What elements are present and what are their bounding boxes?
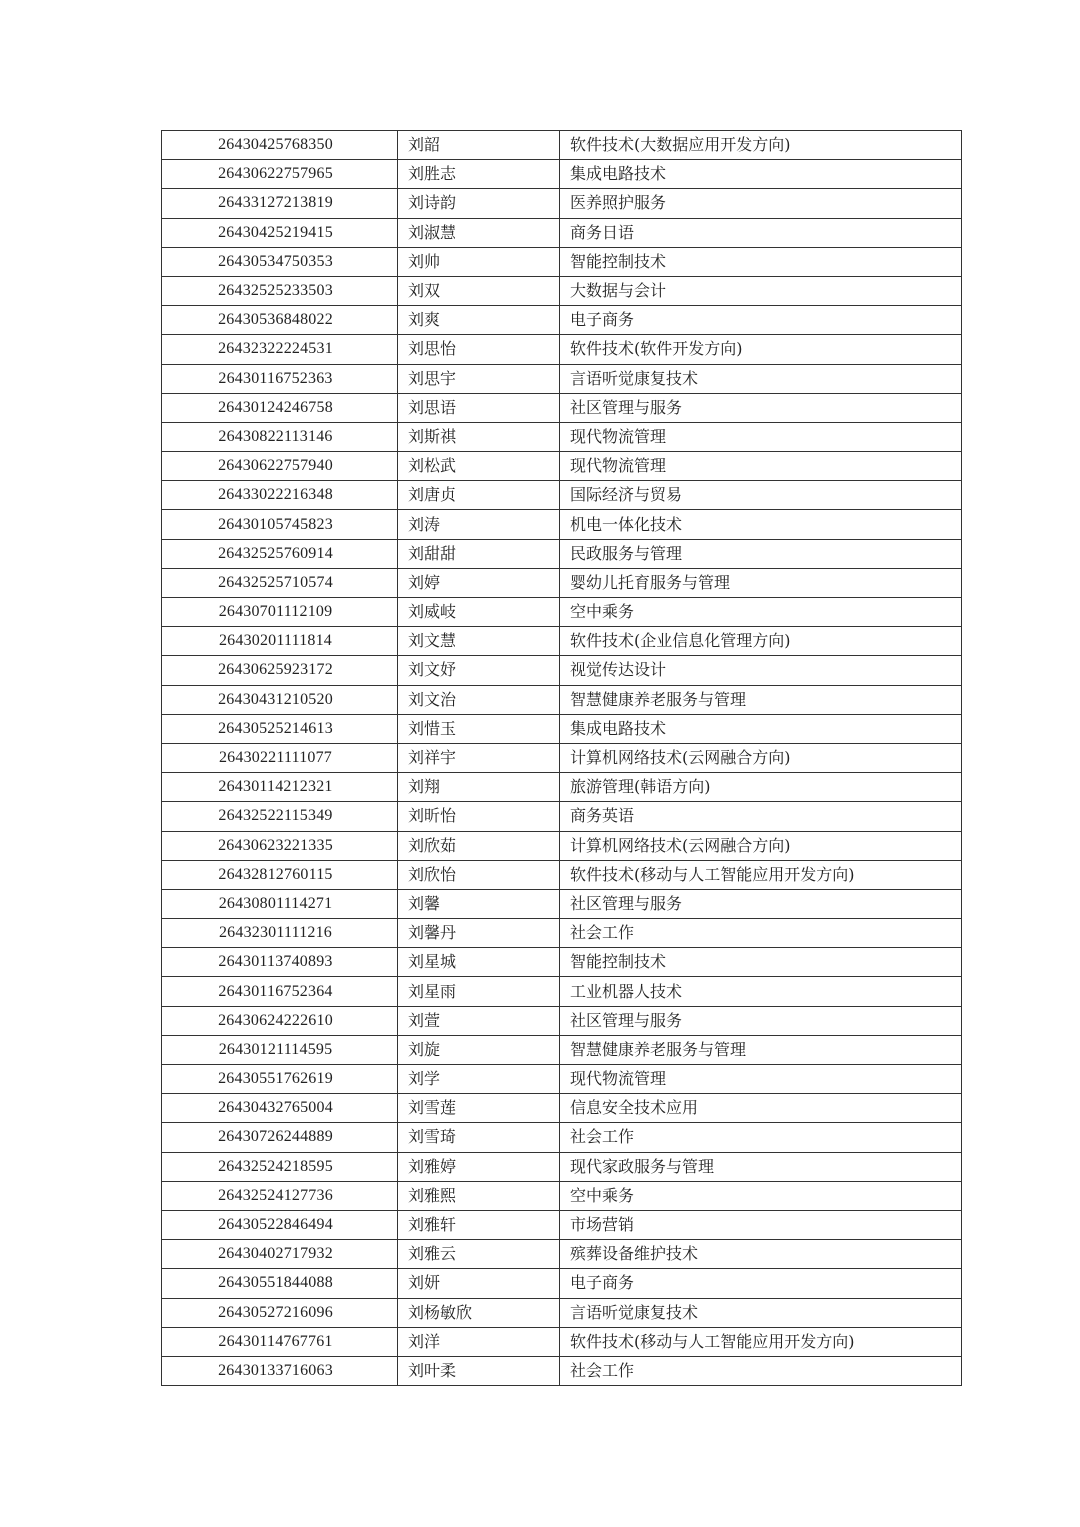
- table-row: [162, 218, 962, 247]
- major-cell: 言语听觉康复技术: [560, 364, 962, 393]
- table-row: [162, 131, 962, 160]
- major-cell: 旅游管理(韩语方向): [560, 773, 962, 802]
- student-name-cell: 刘星雨: [398, 977, 560, 1006]
- student-name-cell: 刘洋: [398, 1327, 560, 1356]
- student-name-cell: 刘萱: [398, 1006, 560, 1035]
- exam-number-cell: 26430116752364: [162, 977, 398, 1006]
- table-row: [162, 364, 962, 393]
- exam-number-cell: 26430201111814: [162, 627, 398, 656]
- major-cell: 市场营销: [560, 1210, 962, 1239]
- major-cell: 现代物流管理: [560, 422, 962, 451]
- exam-number-cell: 26430622757965: [162, 160, 398, 189]
- major-cell: 社会工作: [560, 919, 962, 948]
- student-name-cell: 刘韶: [398, 131, 560, 160]
- major-cell: 计算机网络技术(云网融合方向): [560, 831, 962, 860]
- major-cell: 社区管理与服务: [560, 1006, 962, 1035]
- student-name-cell: 刘甜甜: [398, 539, 560, 568]
- table-row: [162, 1210, 962, 1239]
- table-row: [162, 247, 962, 276]
- student-name-cell: 刘惜玉: [398, 714, 560, 743]
- table-row: [162, 977, 962, 1006]
- major-cell: 空中乘务: [560, 598, 962, 627]
- table-row: [162, 452, 962, 481]
- table-row: [162, 1094, 962, 1123]
- exam-number-cell: 26432525710574: [162, 568, 398, 597]
- exam-number-cell: 26430624222610: [162, 1006, 398, 1035]
- exam-number-cell: 26430525214613: [162, 714, 398, 743]
- major-cell: 商务英语: [560, 802, 962, 831]
- major-cell: 智能控制技术: [560, 247, 962, 276]
- exam-number-cell: 26430822113146: [162, 422, 398, 451]
- student-name-cell: 刘斯祺: [398, 422, 560, 451]
- major-cell: 社会工作: [560, 1356, 962, 1385]
- exam-number-cell: 26430701112109: [162, 598, 398, 627]
- exam-number-cell: 26430425768350: [162, 131, 398, 160]
- student-name-cell: 刘馨丹: [398, 919, 560, 948]
- major-cell: 信息安全技术应用: [560, 1094, 962, 1123]
- major-cell: 社会工作: [560, 1123, 962, 1152]
- table-row: [162, 1298, 962, 1327]
- table-row: [162, 802, 962, 831]
- table-row: [162, 685, 962, 714]
- exam-number-cell: 26430402717932: [162, 1240, 398, 1269]
- student-name-cell: 刘松武: [398, 452, 560, 481]
- table-row: [162, 510, 962, 539]
- student-name-cell: 刘妍: [398, 1269, 560, 1298]
- exam-number-cell: 26430133716063: [162, 1356, 398, 1385]
- student-name-cell: 刘雪琦: [398, 1123, 560, 1152]
- student-name-cell: 刘雅熙: [398, 1181, 560, 1210]
- table-row: [162, 276, 962, 305]
- student-name-cell: 刘帅: [398, 247, 560, 276]
- student-name-cell: 刘文妤: [398, 656, 560, 685]
- major-cell: 视觉传达设计: [560, 656, 962, 685]
- roster-sheet: [161, 130, 961, 1386]
- table-row: [162, 656, 962, 685]
- exam-number-cell: 26430536848022: [162, 306, 398, 335]
- table-row: [162, 481, 962, 510]
- exam-number-cell: 26430425219415: [162, 218, 398, 247]
- exam-number-cell: 26432524218595: [162, 1152, 398, 1181]
- table-row: [162, 1035, 962, 1064]
- student-name-cell: 刘思怡: [398, 335, 560, 364]
- exam-number-cell: 26430431210520: [162, 685, 398, 714]
- student-name-cell: 刘双: [398, 276, 560, 305]
- major-cell: 婴幼儿托育服务与管理: [560, 568, 962, 597]
- exam-number-cell: 26430432765004: [162, 1094, 398, 1123]
- student-name-cell: 刘文治: [398, 685, 560, 714]
- student-name-cell: 刘雅婷: [398, 1152, 560, 1181]
- exam-number-cell: 26432522115349: [162, 802, 398, 831]
- exam-number-cell: 26432301111216: [162, 919, 398, 948]
- student-name-cell: 刘学: [398, 1065, 560, 1094]
- roster-body: [162, 131, 962, 1386]
- exam-number-cell: 26430124246758: [162, 393, 398, 422]
- table-row: [162, 743, 962, 772]
- exam-number-cell: 26433127213819: [162, 189, 398, 218]
- exam-number-cell: 26430522846494: [162, 1210, 398, 1239]
- major-cell: 商务日语: [560, 218, 962, 247]
- table-row: [162, 422, 962, 451]
- table-row: [162, 627, 962, 656]
- table-row: [162, 306, 962, 335]
- exam-number-cell: 26430534750353: [162, 247, 398, 276]
- table-row: [162, 568, 962, 597]
- major-cell: 现代物流管理: [560, 1065, 962, 1094]
- table-row: [162, 539, 962, 568]
- table-row: [162, 160, 962, 189]
- exam-number-cell: 26430527216096: [162, 1298, 398, 1327]
- student-name-cell: 刘祥宇: [398, 743, 560, 772]
- table-row: [162, 189, 962, 218]
- major-cell: 计算机网络技术(云网融合方向): [560, 743, 962, 772]
- student-name-cell: 刘星城: [398, 948, 560, 977]
- major-cell: 智能控制技术: [560, 948, 962, 977]
- major-cell: 现代物流管理: [560, 452, 962, 481]
- table-row: [162, 773, 962, 802]
- table-row: [162, 393, 962, 422]
- exam-number-cell: 26432812760115: [162, 860, 398, 889]
- exam-number-cell: 26430114767761: [162, 1327, 398, 1356]
- major-cell: 机电一体化技术: [560, 510, 962, 539]
- major-cell: 软件技术(大数据应用开发方向): [560, 131, 962, 160]
- exam-number-cell: 26430801114271: [162, 889, 398, 918]
- major-cell: 现代家政服务与管理: [560, 1152, 962, 1181]
- table-row: [162, 1152, 962, 1181]
- exam-number-cell: 26433022216348: [162, 481, 398, 510]
- student-name-cell: 刘涛: [398, 510, 560, 539]
- student-name-cell: 刘雅云: [398, 1240, 560, 1269]
- major-cell: 言语听觉康复技术: [560, 1298, 962, 1327]
- student-name-cell: 刘欣怡: [398, 860, 560, 889]
- student-name-cell: 刘威岐: [398, 598, 560, 627]
- major-cell: 智慧健康养老服务与管理: [560, 685, 962, 714]
- student-name-cell: 刘叶柔: [398, 1356, 560, 1385]
- major-cell: 医养照护服务: [560, 189, 962, 218]
- exam-number-cell: 26430105745823: [162, 510, 398, 539]
- student-name-cell: 刘欣茹: [398, 831, 560, 860]
- student-name-cell: 刘婷: [398, 568, 560, 597]
- table-row: [162, 889, 962, 918]
- exam-number-cell: 26430114212321: [162, 773, 398, 802]
- student-name-cell: 刘雪莲: [398, 1094, 560, 1123]
- exam-number-cell: 26432525233503: [162, 276, 398, 305]
- student-name-cell: 刘爽: [398, 306, 560, 335]
- exam-number-cell: 26430551844088: [162, 1269, 398, 1298]
- student-name-cell: 刘思语: [398, 393, 560, 422]
- major-cell: 社区管理与服务: [560, 889, 962, 918]
- student-name-cell: 刘旋: [398, 1035, 560, 1064]
- table-row: [162, 948, 962, 977]
- table-row: [162, 598, 962, 627]
- major-cell: 电子商务: [560, 1269, 962, 1298]
- major-cell: 工业机器人技术: [560, 977, 962, 1006]
- exam-number-cell: 26432322224531: [162, 335, 398, 364]
- exam-number-cell: 26430551762619: [162, 1065, 398, 1094]
- table-row: [162, 1269, 962, 1298]
- major-cell: 电子商务: [560, 306, 962, 335]
- table-row: [162, 1006, 962, 1035]
- table-row: [162, 1356, 962, 1385]
- student-name-cell: 刘昕怡: [398, 802, 560, 831]
- student-name-cell: 刘杨敏欣: [398, 1298, 560, 1327]
- table-row: [162, 714, 962, 743]
- student-name-cell: 刘淑慧: [398, 218, 560, 247]
- major-cell: 集成电路技术: [560, 714, 962, 743]
- table-row: [162, 1065, 962, 1094]
- major-cell: 软件技术(企业信息化管理方向): [560, 627, 962, 656]
- table-row: [162, 1123, 962, 1152]
- major-cell: 集成电路技术: [560, 160, 962, 189]
- major-cell: 智慧健康养老服务与管理: [560, 1035, 962, 1064]
- student-name-cell: 刘文慧: [398, 627, 560, 656]
- major-cell: 空中乘务: [560, 1181, 962, 1210]
- exam-number-cell: 26432525760914: [162, 539, 398, 568]
- major-cell: 软件技术(移动与人工智能应用开发方向): [560, 860, 962, 889]
- student-name-cell: 刘思宇: [398, 364, 560, 393]
- major-cell: 大数据与会计: [560, 276, 962, 305]
- exam-number-cell: 26430622757940: [162, 452, 398, 481]
- major-cell: 软件技术(软件开发方向): [560, 335, 962, 364]
- table-row: [162, 860, 962, 889]
- exam-number-cell: 26430623221335: [162, 831, 398, 860]
- student-name-cell: 刘雅轩: [398, 1210, 560, 1239]
- major-cell: 国际经济与贸易: [560, 481, 962, 510]
- table-row: [162, 1240, 962, 1269]
- student-name-cell: 刘诗韵: [398, 189, 560, 218]
- exam-number-cell: 26430221111077: [162, 743, 398, 772]
- major-cell: 社区管理与服务: [560, 393, 962, 422]
- exam-number-cell: 26430625923172: [162, 656, 398, 685]
- exam-number-cell: 26430121114595: [162, 1035, 398, 1064]
- student-name-cell: 刘翔: [398, 773, 560, 802]
- exam-number-cell: 26432524127736: [162, 1181, 398, 1210]
- exam-number-cell: 26430726244889: [162, 1123, 398, 1152]
- table-row: [162, 831, 962, 860]
- student-name-cell: 刘馨: [398, 889, 560, 918]
- table-row: [162, 919, 962, 948]
- major-cell: 民政服务与管理: [560, 539, 962, 568]
- student-name-cell: 刘胜志: [398, 160, 560, 189]
- table-row: [162, 1327, 962, 1356]
- exam-number-cell: 26430116752363: [162, 364, 398, 393]
- student-name-cell: 刘唐贞: [398, 481, 560, 510]
- major-cell: 软件技术(移动与人工智能应用开发方向): [560, 1327, 962, 1356]
- student-roster-table: [161, 130, 962, 1386]
- table-row: [162, 1181, 962, 1210]
- table-row: [162, 335, 962, 364]
- exam-number-cell: 26430113740893: [162, 948, 398, 977]
- major-cell: 殡葬设备维护技术: [560, 1240, 962, 1269]
